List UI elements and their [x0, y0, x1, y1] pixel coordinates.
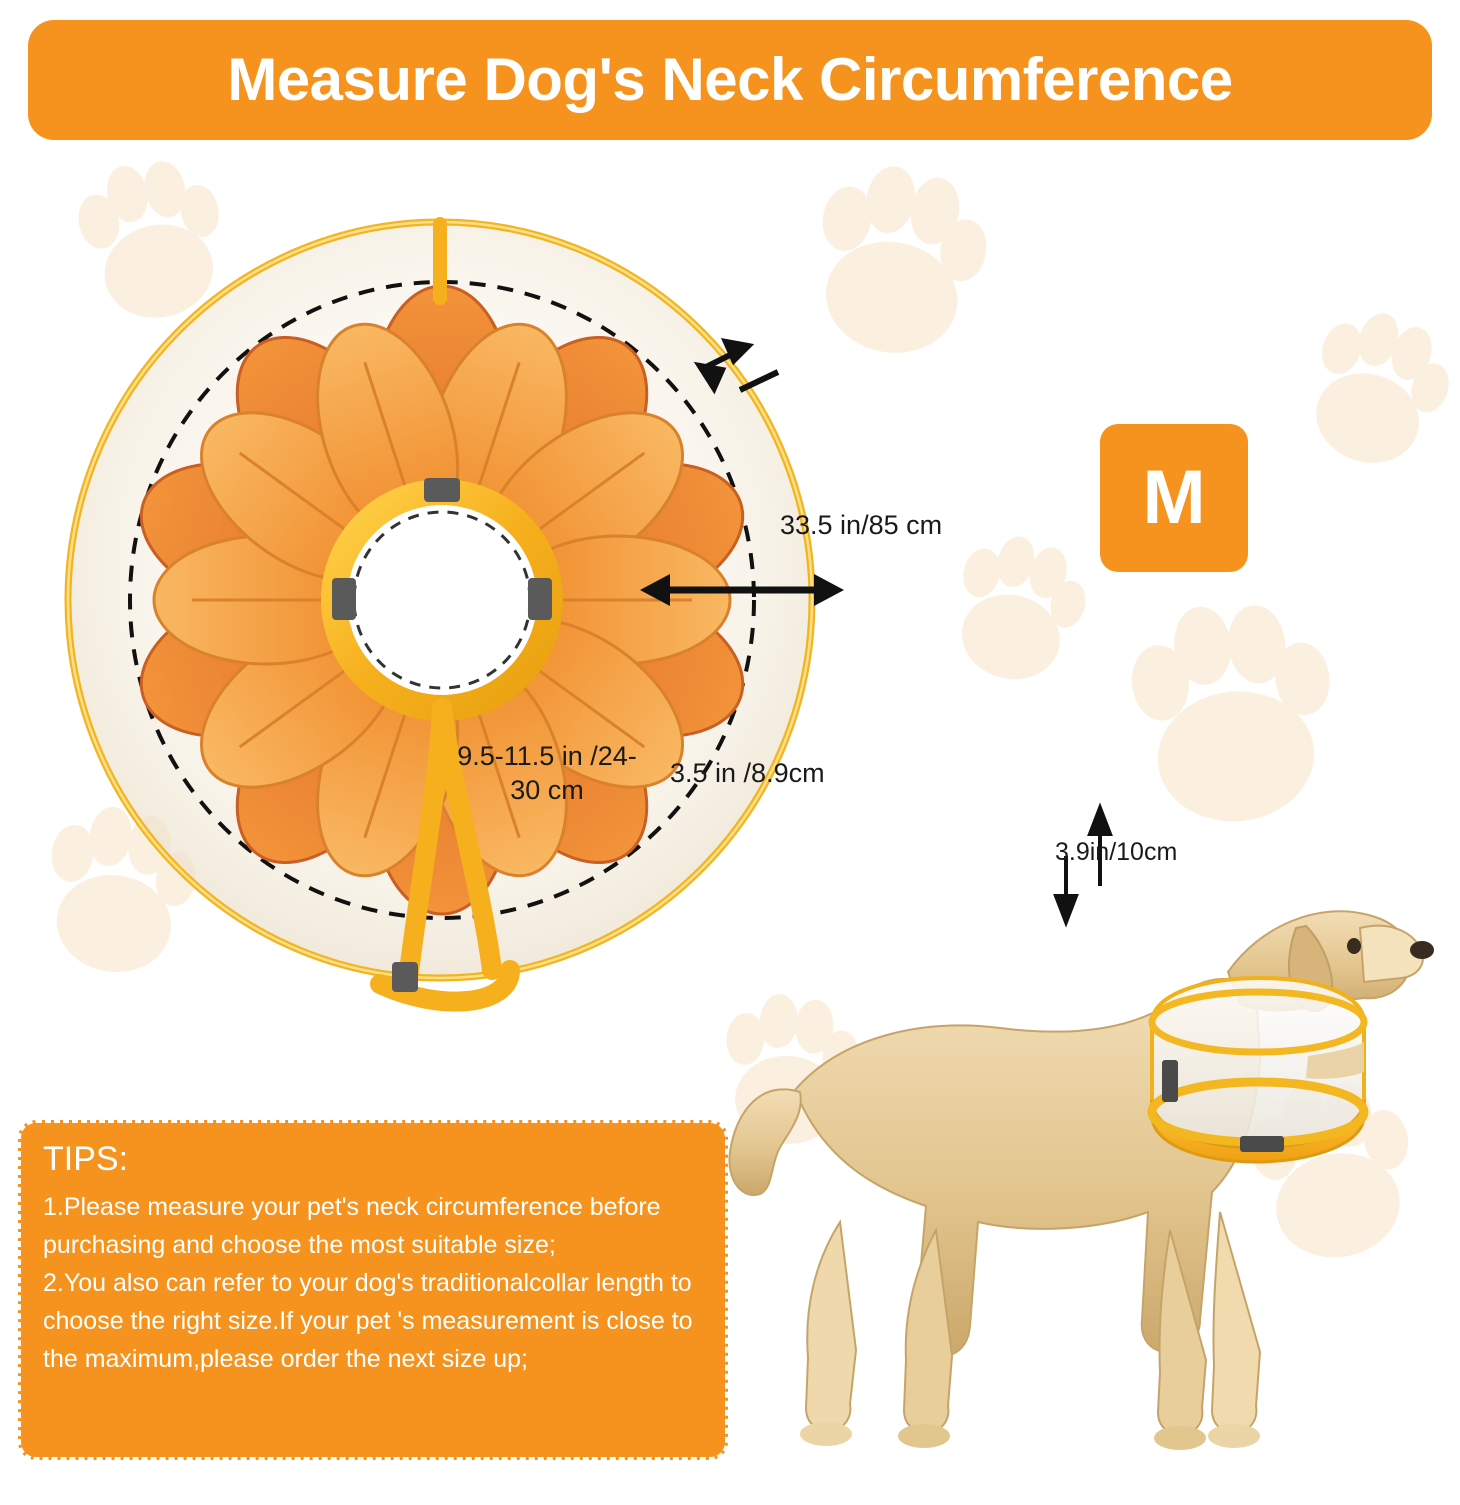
- tips-line: the maximum,please order the next size up;: [43, 1344, 528, 1373]
- tips-box: [18, 1120, 728, 1460]
- tips-line: purchasing and choose the most suitable size;: [43, 1230, 556, 1259]
- collar-diagram: [40, 180, 943, 1020]
- collar-width-label: 3.5 in /8.9cm: [670, 758, 825, 788]
- outer-circumference-label: 33.5 in/85 cm: [780, 510, 943, 540]
- size-badge-label: M: [1142, 455, 1206, 540]
- size-badge: [1100, 424, 1248, 572]
- tips-line: 2.You also can refer to your dog's traditionalcollar length to: [43, 1268, 692, 1297]
- collar-height-label: 3.9in/10cm: [1055, 838, 1178, 866]
- page-title: Measure Dog's Neck Circumference: [227, 46, 1233, 113]
- tips-line: 1.Please measure your pet's neck circumference before: [43, 1192, 661, 1221]
- tips-title: TIPS:: [43, 1140, 129, 1178]
- neck-circumference-label: 9.5-11.5 in /24-30 cm: [457, 741, 637, 805]
- page-title-banner: [28, 20, 1432, 140]
- tips-line: choose the right size.If your pet 's measurement is close to: [43, 1306, 693, 1335]
